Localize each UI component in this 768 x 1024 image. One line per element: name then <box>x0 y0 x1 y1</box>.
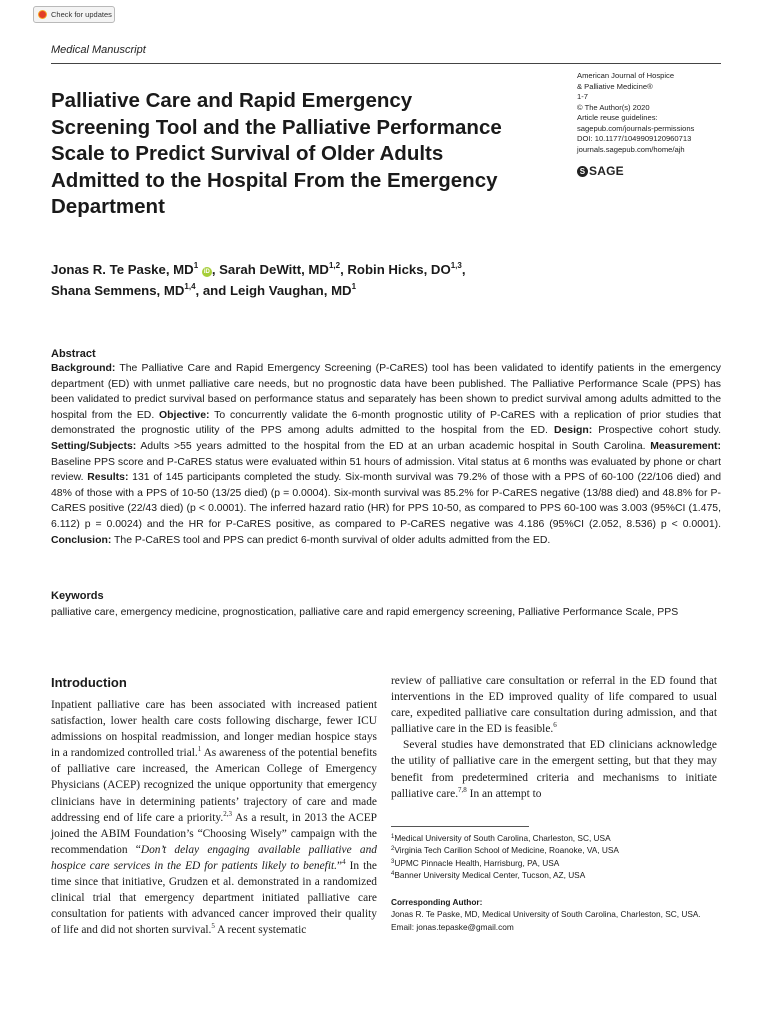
affiliation-number: 2 <box>391 846 395 853</box>
affiliation-item <box>391 869 721 881</box>
author-affiliation-ref: 1 <box>351 282 357 291</box>
page-range: 1-7 <box>577 92 588 101</box>
author-affiliation-ref: 1,2 <box>328 261 341 270</box>
keywords-text: palliative care, emergency medicine, prognostication, palliative care and rapid emergency screening, Palliative Performance Scale, PPS <box>51 607 679 618</box>
body-column-left <box>51 697 377 938</box>
intro-paragraph-1-continued <box>391 673 717 737</box>
journal-info <box>577 71 727 155</box>
affiliation-item <box>391 857 721 869</box>
abstract-section-text: To concurrently validate the 6-month prognostic utility of P-CaRES with a replication of prior studies that demonstrated the prognostic utility of the PPS among adults admitted to the hospital from the ED. <box>51 409 721 437</box>
body-text: In the time since that initiative, Grudzen et al. demonstrated in a randomized clinical trial that emergency department initiated palliative care consultation for patients with advanced cancer improved their quality of life and did not shorten survival. <box>51 859 377 937</box>
keywords-heading: Keywords <box>51 590 104 602</box>
citation-ref: 2,3 <box>223 809 232 818</box>
author-name: Sarah DeWitt, MD <box>219 262 329 277</box>
author-affiliation-ref: 1 <box>193 261 199 270</box>
journal-name-line-2: & Palliative Medicine® <box>577 81 653 91</box>
abstract-section-label: Measurement: <box>650 440 721 452</box>
citation-ref: 6 <box>553 721 557 730</box>
updates-icon <box>38 10 47 19</box>
body-text: As awareness of the potential benefits of palliative care increased, the American College of Emergency Physicians (ACEP) recognized the unique opportunity that emergency clinicians have in determining patients’ trajectory of care and made addressing end of life care a priority. <box>51 747 377 824</box>
body-text: A recent systematic <box>214 924 307 937</box>
body-text: In an attempt to <box>466 787 542 800</box>
corresponding-author-email[interactable]: Email: jonas.tepaske@gmail.com <box>391 921 514 932</box>
affiliation-number: 3 <box>391 858 395 865</box>
affiliations <box>391 832 721 881</box>
body-text: Several studies have demonstrated that ED clinicians acknowledge the utility of palliative care in the emergent setting, but that they may benefit from predetermined criteria and mechanisms to initiate palliative care. <box>391 739 717 800</box>
abstract-section-text: Prospective cohort study. <box>592 425 721 437</box>
affiliation-item <box>391 844 721 856</box>
footnote-divider <box>391 826 529 827</box>
affiliation-number: 1 <box>391 834 395 840</box>
corresponding-author-address: Jonas R. Te Paske, MD, Medical University of South Carolina, Charleston, SC, USA. <box>391 909 701 920</box>
abstract-section-label: Objective: <box>159 409 210 421</box>
abstract-section-label: Background: <box>51 363 116 374</box>
abstract-heading: Abstract <box>51 348 96 360</box>
abstract-section-text: The Palliative Care and Rapid Emergency Screening (P-CaRES) tool has been validated to identify patients in the emergency department (ED) with unmet palliative care needs, but no prognostic data have been published. The Palliative Performance Scale (PPS) has been validated to predict survival based on performance status and separately has been shown to predict survival among adults admitted to the hospital from the ED. <box>51 363 721 421</box>
orcid-icon[interactable]: iD <box>203 269 210 275</box>
copyright: © The Author(s) 2020 <box>577 102 650 112</box>
body-text: Inpatient palliative care has been associated with increased patient satisfaction, lower health care costs following discharge, fewer ICU admissions on hospital readmission, and longer median hospice stays in a randomized controlled trial. <box>51 699 377 760</box>
abstract-section-text: Baseline PPS score and P-CaRES status were evaluated within 51 hours of admission. Vital status at 6 months was evaluated by phone or chart review. <box>51 456 721 484</box>
corresponding-author <box>391 896 721 933</box>
affiliation-item <box>391 832 721 844</box>
author-name: Robin Hicks, DO <box>347 262 451 277</box>
citation-ref: 5 <box>211 922 215 931</box>
manuscript-type-label: Medical Manuscript <box>51 44 146 56</box>
journal-name-line-1: American Journal of Hospice <box>577 71 675 80</box>
body-text: ” <box>337 859 343 872</box>
author-list: Jonas R. Te Paske, $MD^1$ iD , Sarah DeWitt, MD$^{1,2}$, Robin Hicks, DO$^{1,3}$, Shana Semmens, MD$^{1,4}$, and Leigh Vaughan, $MD^1$ <box>51 261 466 298</box>
affiliation-text: Virginia Tech Carilion School of Medicine, Roanoke, VA, USA <box>394 845 619 856</box>
article-title: Palliative Care and Rapid Emergency Screening Tool and the Palliative Performance Scale to Predict Survival of Older Adults Admitted to the Hospital From the Emergency Department <box>51 89 502 218</box>
body-text: As a result, in 2013 the ACEP joined the ABIM Foundation’s “Choosing Wisely” campaign with the recommendation “ <box>51 811 377 856</box>
affiliation-text: UPMC Pinnacle Health, Harrisburg, PA, USA <box>394 857 560 868</box>
doi[interactable]: DOI: 10.1177/1049909120960713 <box>577 134 692 143</box>
intro-paragraph-2 <box>391 737 717 801</box>
citation-ref: 1 <box>197 745 202 754</box>
sage-mark-icon: S <box>577 166 588 177</box>
affiliation-text: Banner University Medical Center, Tucson, AZ, USA <box>394 869 586 880</box>
author-affiliation-ref: 1,4 <box>184 282 196 291</box>
body-column-right <box>391 673 717 802</box>
check-for-updates-badge[interactable] <box>33 6 115 23</box>
affiliation-text: Medical University of South Carolina, Charleston, SC, USA <box>394 833 611 843</box>
abstract-body <box>51 361 721 548</box>
updates-label: Check for updates <box>51 10 112 19</box>
abstract-section-label: Setting/Subjects: <box>51 440 137 452</box>
citation-ref: 4 <box>342 857 346 866</box>
body-text: review of palliative care consultation or referral in the ED found that interventions in the ED improved quality of life compared to usual care, expedited palliative care consultation during admission, and that palliative care in the ED is feasible. <box>391 675 717 736</box>
abstract-section-text: Adults >55 years admitted to the hospital from the ED at an urban academic hospital in South Carolina. <box>136 440 651 452</box>
abstract-section-text: The P-CaRES tool and PPS can predict 6-month survival of older adults admitted from the ED. <box>111 534 551 546</box>
author-name: Leigh Vaughan, MD <box>229 283 352 298</box>
corresponding-author-heading: Corresponding Author: <box>391 897 483 907</box>
abstract-section-label: Results: <box>87 472 129 484</box>
author-name: Jonas R. Te Paske, MD <box>51 262 194 277</box>
abstract-section-label: Design: <box>553 425 593 437</box>
abstract-section-label: Conclusion: <box>51 534 112 546</box>
reuse-label: Article reuse guidelines: <box>577 113 658 122</box>
body-text-italic: Don’t delay engaging available palliative and hospice care services in the ED for patients likely to benefit. <box>51 843 377 872</box>
author-affiliation-ref: 1,3 <box>450 261 462 270</box>
citation-ref: 7,8 <box>458 785 467 794</box>
author-name: Shana Semmens, MD <box>51 283 185 298</box>
affiliation-number: 4 <box>391 870 395 877</box>
introduction-heading: Introduction <box>51 675 127 690</box>
sage-logo-text: SAGE <box>589 164 624 178</box>
reuse-link[interactable]: sagepub.com/journals-permissions <box>577 123 695 133</box>
header-divider <box>51 63 721 64</box>
sage-logo <box>577 164 624 178</box>
abstract-section-text: 131 of 145 participants completed the study. Six-month survival was 79.2% of those with a PPS of 60-100 (22/106 died) and 48% of those with a PPS of 10-50 (13/25 died) (p = 0.0004). Six-month survival was 85.2% for P-CaRES negative (13/88 died) and 48.8% for P-CaRES positive (22/43 died) (p < 0.0001). The inferred hazard ratio (HR) for PPS 10-50, as compared to PPS 60-100 was 3.003 (95%CI (1.475, 6.112) p = 0.0024) and the HR for P-CaRES positive, as compared to P-CaRES negative was 4.186 (95%CI (2.052, 8.536) p < 0.0001). <box>51 472 721 530</box>
journal-home-link[interactable]: journals.sagepub.com/home/ajh <box>577 144 685 154</box>
intro-paragraph-1 <box>51 697 377 938</box>
